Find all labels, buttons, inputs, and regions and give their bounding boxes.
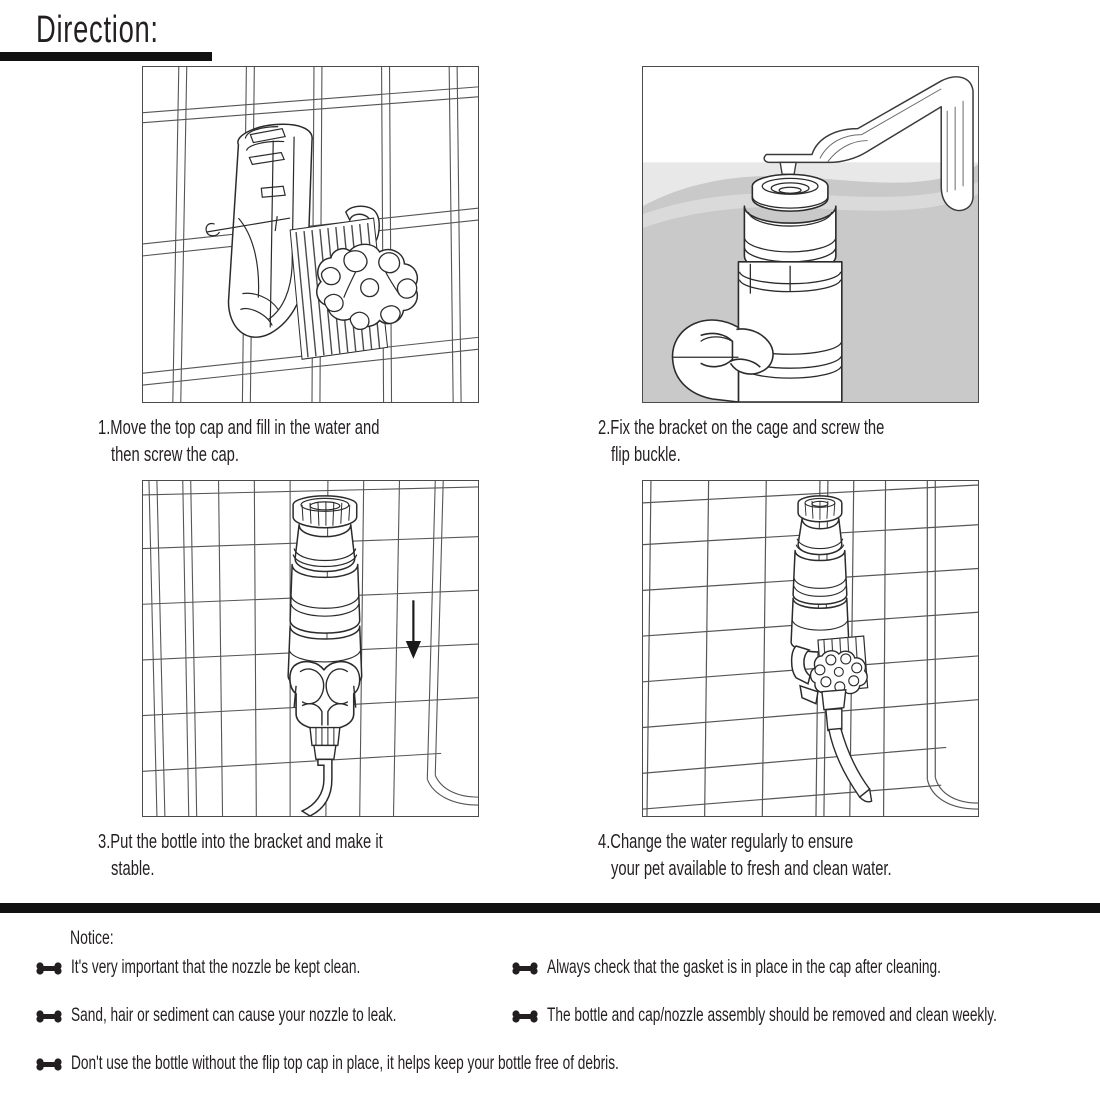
page-title <box>36 8 207 52</box>
step-1-caption-line2: then screw the cap. <box>111 443 239 466</box>
notice-item-left-2 <box>36 1004 523 1028</box>
step-3-caption <box>60 828 560 882</box>
step-3-caption-line2: stable. <box>111 857 155 880</box>
bone-icon <box>512 1010 538 1023</box>
notice-title <box>70 926 131 950</box>
header <box>0 0 1100 66</box>
step-4-caption-line1: 4.Change the water regularly to ensure <box>598 830 854 853</box>
notice-item-left-2-text: Sand, hair or sediment can cause your nozzle to leak. <box>71 1005 397 1026</box>
page-title-text: Direction: <box>36 9 159 51</box>
notice-section <box>0 920 1100 1100</box>
step-1 <box>60 66 560 468</box>
step-1-caption-line1: 1.Move the top cap and fill in the water and <box>98 416 380 439</box>
notice-item-right-2-text: The bottle and cap/nozzle assembly should be removed and clean weekly. <box>547 1005 997 1026</box>
step-1-illustration <box>142 66 479 403</box>
notice-item-right-1 <box>512 956 1094 980</box>
step-2-caption <box>560 414 1060 468</box>
bone-icon <box>36 962 62 975</box>
step-3 <box>60 480 560 882</box>
notice-item-left-1-text: It's very important that the nozzle be kept clean. <box>71 957 361 978</box>
notice-title-text: Notice: <box>70 927 114 949</box>
step-3-caption-line1: 3.Put the bottle into the bracket and make it <box>98 830 383 853</box>
notice-item-left-3 <box>36 1052 832 1076</box>
step-2-caption-line1: 2.Fix the bracket on the cage and screw the <box>598 416 885 439</box>
step-4-caption-line2: your pet available to fresh and clean water. <box>611 857 892 880</box>
bone-icon <box>512 962 538 975</box>
step-4-illustration <box>642 480 979 817</box>
bone-icon <box>36 1010 62 1023</box>
steps-grid <box>0 66 1100 896</box>
title-underline-rule <box>0 52 212 61</box>
step-1-caption <box>60 414 560 468</box>
bone-icon <box>36 1058 62 1071</box>
notice-item-left-3-text: Don't use the bottle without the flip top cap in place, it helps keep your bottle free of debris. <box>71 1053 619 1074</box>
notice-item-right-2 <box>512 1004 1100 1028</box>
notice-divider-rule <box>0 903 1100 913</box>
step-4 <box>560 480 1060 882</box>
notice-item-left-1 <box>36 956 473 980</box>
step-4-caption <box>560 828 1060 882</box>
step-2-illustration <box>642 66 979 403</box>
notice-item-right-1-text: Always check that the gasket is in place in the cap after cleaning. <box>547 957 941 978</box>
step-2-caption-line2: flip buckle. <box>611 443 681 466</box>
step-2 <box>560 66 1060 468</box>
step-3-illustration <box>142 480 479 817</box>
